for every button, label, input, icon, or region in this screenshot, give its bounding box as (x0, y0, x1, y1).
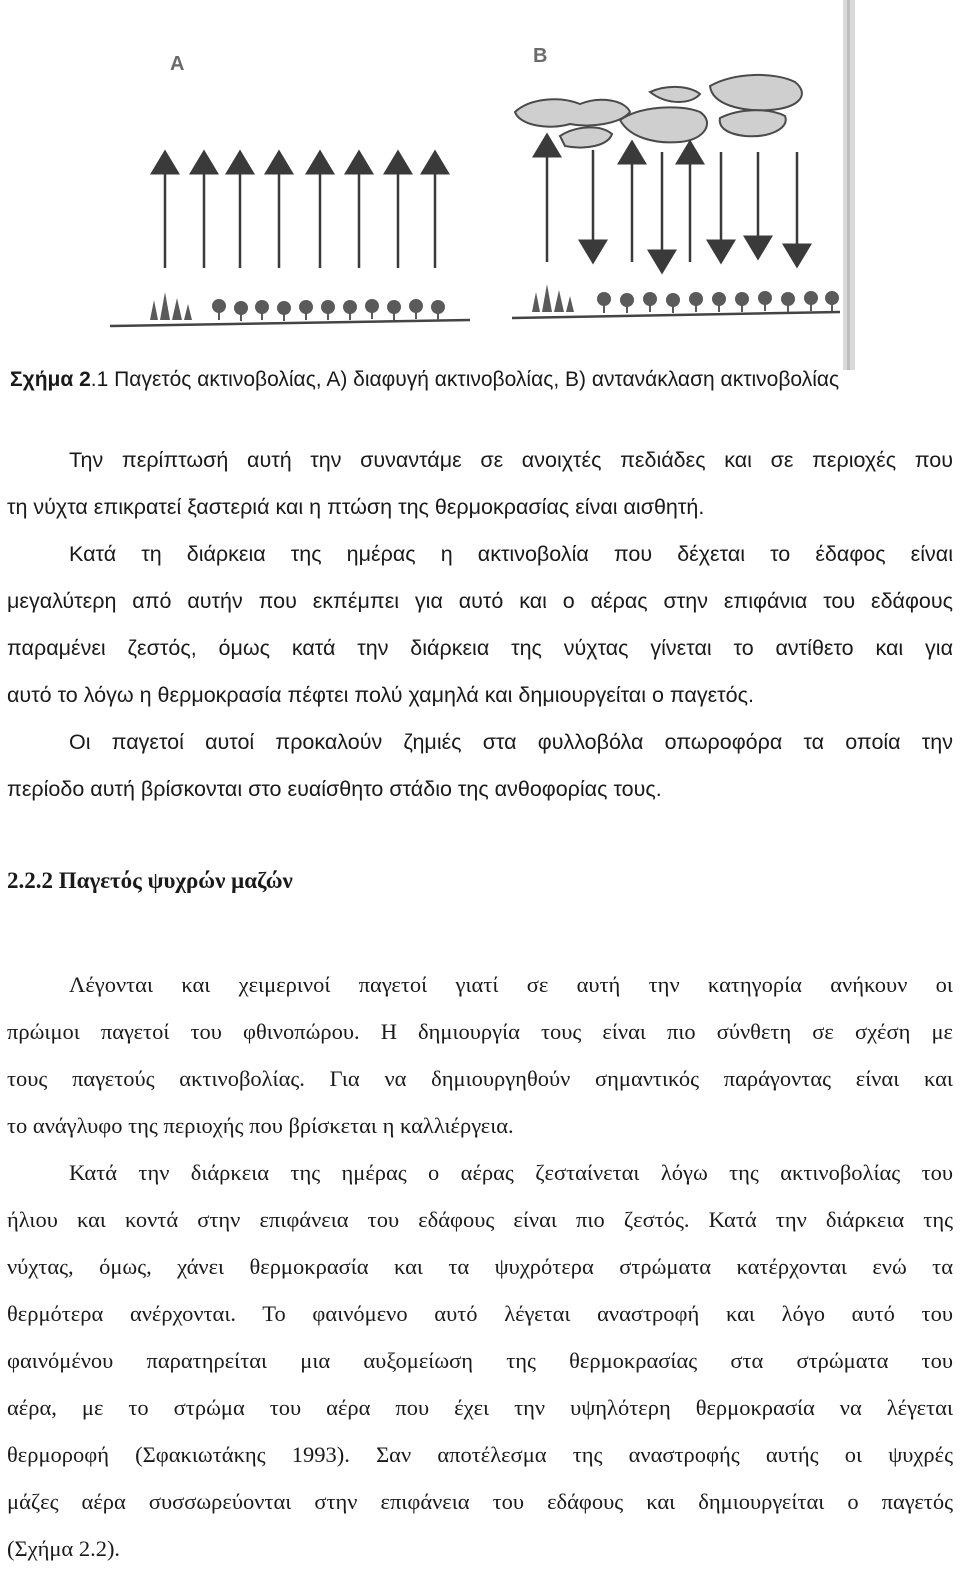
text-line: Κατά τη διάρκεια της ημέρας η ακτινοβολία που δέχεται το έδαφος είναι (69, 542, 953, 566)
panel-b-ground (512, 284, 840, 318)
text-line: φαινόμένου παρατηρείται μια αυξομείωση της θερμοκρασίας στα στρώματα του (7, 1348, 953, 1373)
section-2-paragraphs (7, 961, 953, 1572)
figure-caption (10, 368, 839, 392)
panel-b-clouds (515, 75, 802, 148)
panel-a-label: A (170, 53, 185, 75)
panel-b-up-arrows (547, 145, 690, 262)
text-line: θερμότερα ανέρχονται. Το φαινόμενο αυτό λέγεται αναστροφή και λόγο αυτό του (7, 1301, 953, 1326)
text-line: Οι παγετοί αυτοί προκαλούν ζημιές στα φυλλοβόλα οπωροφόρα τα οποία την (69, 730, 953, 754)
text-line: Την περίπτωσή αυτή την συναντάμε σε ανοιχτές πεδιάδες και σε περιοχές που (69, 448, 953, 472)
text-line: Κατά την διάρκεια της ημέρας ο αέρας ζεσταίνεται λόγω της ακτινοβολίας του (69, 1160, 953, 1185)
text-line: θερμοροφή (Σφακιωτάκης 1993). Σαν αποτέλεσμα της αναστροφής αυτής οι ψυχρές (7, 1442, 953, 1467)
panel-a-ground (110, 292, 470, 326)
panel-b-down-arrows (593, 150, 797, 262)
text-line: πρώιμοι παγετοί του φθινοπώρου. Η δημιουργία τους είναι πιο σύνθετη σε σχέση με (7, 1019, 953, 1044)
section-1-paragraphs (7, 437, 953, 813)
caption-text: .1 Παγετός ακτινοβολίας, Α) διαφυγή ακτινοβολίας, Β) αντανάκλαση ακτινοβολίας (90, 368, 840, 391)
text-line: μάζες αέρα συσσωρεύονται στην επιφάνεια του εδάφους και δημιουργείται ο παγετός (7, 1489, 953, 1514)
text-line: τη νύχτα επικρατεί ξαστεριά και η πτώση της θερμοκρασίας είναι αισθητή. (7, 495, 705, 519)
text-line: αυτό το λόγω η θερμοκρασία πέφτει πολύ χαμηλά και δημιουργείται ο παγετός. (7, 683, 754, 707)
text-line: Λέγονται και χειμερινοί παγετοί γιατί σε αυτή την κατηγορία ανήκουν οι (69, 972, 953, 997)
text-line: αέρα, με το στρώμα του αέρα που έχει την υψηλότερη θερμοκρασία να λέγεται (7, 1395, 953, 1420)
panel-a-up-arrows (165, 162, 435, 268)
text-line: νύχτας, όμως, χάνει θερμοκρασία και τα ψυχρότερα στρώματα κατέρχονται ενώ τα (7, 1254, 953, 1279)
text-line: τους παγετούς ακτινοβολίας. Για να δημιουργηθούν σημαντικός παράγοντας είναι και (7, 1066, 953, 1091)
figure-2-1 (0, 0, 960, 370)
section-heading: 2.2.2 Παγετός ψυχρών μαζών (7, 868, 293, 893)
text-line: περίοδο αυτή βρίσκονται στο ευαίσθητο στάδιο της ανθοφορίας τους. (7, 777, 662, 801)
caption-label: Σχήμα 2 (10, 368, 91, 391)
radiation-frost-diagram (0, 0, 960, 370)
text-line: παραμένει ζεστός, όμως κατά την διάρκεια της νύχτας γίνεται το αντίθετο και για (7, 636, 953, 660)
text-line: ήλιου και κοντά στην επιφάνεια του εδάφους είναι πιο ζεστός. Κατά την διάρκεια της (7, 1207, 953, 1232)
text-line: μεγαλύτερη από αυτήν που εκπέμπει για αυτό και ο αέρας στην επιφάνια του εδάφους (7, 589, 953, 613)
panel-b-label: B (533, 45, 548, 67)
text-line: (Σχήμα 2.2). (7, 1536, 121, 1561)
text-line: το ανάγλυφο της περιοχής που βρίσκεται η καλλιέργεια. (7, 1113, 514, 1138)
